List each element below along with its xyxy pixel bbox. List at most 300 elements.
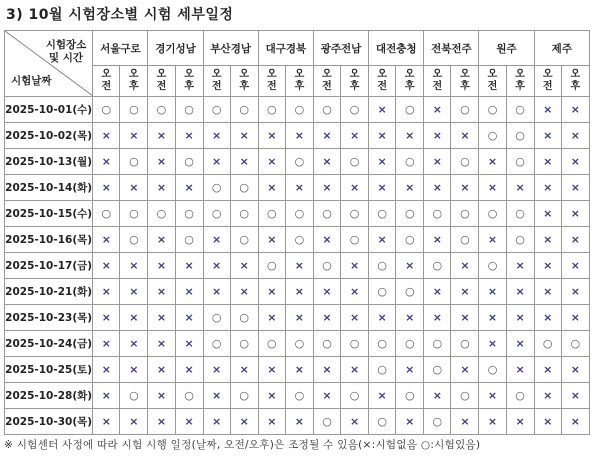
cross-icon: ×: [239, 155, 249, 168]
unavailable-mark: [93, 227, 120, 253]
unavailable-mark: [258, 357, 285, 383]
available-mark: [230, 97, 258, 123]
circle-icon: ○: [211, 103, 222, 116]
circle-icon: ○: [184, 389, 194, 402]
unavailable-mark: [424, 383, 451, 409]
unavailable-mark: [285, 253, 313, 279]
unavailable-mark: [534, 279, 561, 305]
available-mark: [285, 383, 313, 409]
circle-icon: ○: [487, 129, 498, 142]
cross-icon: ×: [101, 389, 111, 402]
cross-icon: ×: [570, 311, 580, 324]
am-label-char1: 오: [542, 69, 553, 80]
pm-label-char1: 오: [184, 69, 194, 80]
available-mark: [120, 201, 148, 227]
date-cell: 2025-10-13(월): [5, 149, 93, 175]
cross-icon: ×: [570, 181, 580, 194]
unavailable-mark: [285, 123, 313, 149]
unavailable-mark: [396, 357, 424, 383]
table-corner-header: [5, 31, 93, 97]
cross-icon: ×: [239, 285, 249, 298]
date-cell: 2025-10-15(수): [5, 201, 93, 227]
available-mark: [258, 201, 285, 227]
cross-icon: ×: [432, 181, 442, 194]
available-mark: [424, 357, 451, 383]
cross-icon: ×: [460, 363, 470, 376]
cross-icon: ×: [543, 311, 553, 324]
unavailable-mark: [534, 97, 561, 123]
cross-icon: ×: [294, 129, 305, 142]
cross-icon: ×: [432, 389, 442, 402]
available-mark: [479, 201, 506, 227]
unavailable-mark: [120, 331, 148, 357]
unavailable-mark: [561, 253, 589, 279]
cross-icon: ×: [543, 233, 553, 246]
am-label-char1: 오: [432, 69, 443, 80]
unavailable-mark: [230, 279, 258, 305]
unavailable-mark: [506, 175, 534, 201]
circle-icon: ○: [404, 103, 415, 116]
available-mark: [175, 227, 203, 253]
unavailable-mark: [369, 175, 396, 201]
cross-icon: ×: [129, 337, 139, 350]
available-mark: [451, 383, 479, 409]
cross-icon: ×: [570, 207, 580, 220]
cross-icon: ×: [460, 415, 470, 428]
unavailable-mark: [451, 175, 479, 201]
pm-label-char1: 오: [349, 69, 360, 80]
cross-icon: ×: [405, 363, 415, 376]
unavailable-mark: [424, 305, 451, 331]
unavailable-mark: [203, 357, 230, 383]
available-mark: [341, 149, 369, 175]
unavailable-mark: [561, 409, 589, 435]
cross-icon: ×: [570, 233, 580, 246]
unavailable-mark: [313, 305, 340, 331]
unavailable-mark: [561, 227, 589, 253]
am-label-char1: 오: [211, 69, 222, 80]
circle-icon: ○: [322, 103, 332, 116]
cross-icon: ×: [432, 129, 442, 142]
available-mark: [396, 383, 424, 409]
region-header: 전북전주: [424, 31, 479, 66]
cross-icon: ×: [377, 155, 387, 168]
table-row: [5, 253, 590, 279]
cross-icon: ×: [184, 363, 194, 376]
circle-icon: ○: [184, 103, 194, 116]
unavailable-mark: [148, 279, 175, 305]
am-label-char1: 오: [101, 69, 112, 80]
circle-icon: ○: [404, 155, 415, 168]
cross-icon: ×: [543, 103, 553, 116]
circle-icon: ○: [211, 311, 222, 324]
cross-icon: ×: [101, 337, 111, 350]
cross-icon: ×: [349, 129, 360, 142]
pm-label-char1: 오: [404, 69, 415, 80]
circle-icon: ○: [515, 207, 525, 220]
available-mark: [396, 331, 424, 357]
available-mark: [479, 357, 506, 383]
unavailable-mark: [451, 253, 479, 279]
region-header: 광주전남: [313, 31, 368, 66]
pm-header: [561, 66, 589, 97]
circle-icon: ○: [404, 389, 415, 402]
cross-icon: ×: [212, 129, 222, 142]
am-label-char1: 오: [266, 69, 277, 80]
cross-icon: ×: [184, 129, 194, 142]
pm-label-char2: 후: [460, 81, 470, 92]
pm-label-char2: 후: [349, 81, 360, 92]
cross-icon: ×: [405, 311, 415, 324]
cross-icon: ×: [129, 259, 139, 272]
unavailable-mark: [175, 175, 203, 201]
circle-icon: ○: [349, 155, 360, 168]
unavailable-mark: [424, 97, 451, 123]
unavailable-mark: [534, 123, 561, 149]
cross-icon: ×: [460, 285, 470, 298]
cross-icon: ×: [460, 181, 470, 194]
available-mark: [313, 201, 340, 227]
circle-icon: ○: [377, 415, 387, 428]
circle-icon: ○: [570, 337, 581, 350]
available-mark: [175, 383, 203, 409]
circle-icon: ○: [129, 155, 139, 168]
unavailable-mark: [285, 357, 313, 383]
circle-icon: ○: [487, 207, 498, 220]
unavailable-mark: [93, 279, 120, 305]
unavailable-mark: [396, 175, 424, 201]
cross-icon: ×: [515, 363, 525, 376]
circle-icon: ○: [460, 337, 470, 350]
unavailable-mark: [93, 383, 120, 409]
available-mark: [479, 123, 506, 149]
unavailable-mark: [93, 123, 120, 149]
pm-label-char1: 오: [239, 69, 250, 80]
circle-icon: ○: [487, 363, 498, 376]
circle-icon: ○: [460, 233, 470, 246]
date-cell: 2025-10-25(토): [5, 357, 93, 383]
unavailable-mark: [313, 279, 340, 305]
pm-header: [120, 66, 148, 97]
cross-icon: ×: [267, 311, 277, 324]
am-header: [424, 66, 451, 97]
unavailable-mark: [479, 149, 506, 175]
unavailable-mark: [341, 175, 369, 201]
cross-icon: ×: [267, 129, 277, 142]
unavailable-mark: [93, 357, 120, 383]
available-mark: [258, 97, 285, 123]
unavailable-mark: [203, 383, 230, 409]
available-mark: [313, 253, 340, 279]
unavailable-mark: [369, 305, 396, 331]
available-mark: [561, 331, 589, 357]
cross-icon: ×: [349, 285, 360, 298]
circle-icon: ○: [377, 363, 387, 376]
unavailable-mark: [175, 357, 203, 383]
unavailable-mark: [148, 331, 175, 357]
cross-icon: ×: [101, 259, 111, 272]
available-mark: [148, 97, 175, 123]
cross-icon: ×: [515, 337, 525, 350]
table-body: [5, 97, 590, 435]
cross-icon: ×: [212, 363, 222, 376]
circle-icon: ○: [129, 103, 139, 116]
region-header: 원주: [479, 31, 534, 66]
cross-icon: ×: [487, 155, 498, 168]
cross-icon: ×: [184, 181, 194, 194]
am-label-char1: 오: [322, 69, 332, 80]
cross-icon: ×: [101, 311, 111, 324]
circle-icon: ○: [294, 337, 305, 350]
table-row: [5, 227, 590, 253]
cross-icon: ×: [267, 389, 277, 402]
circle-icon: ○: [432, 415, 443, 428]
unavailable-mark: [561, 357, 589, 383]
cross-icon: ×: [349, 415, 360, 428]
unavailable-mark: [341, 253, 369, 279]
unavailable-mark: [93, 175, 120, 201]
cross-icon: ×: [294, 311, 305, 324]
available-mark: [285, 227, 313, 253]
am-label-char2: 전: [542, 81, 553, 92]
unavailable-mark: [479, 227, 506, 253]
cross-icon: ×: [515, 285, 525, 298]
circle-icon: ○: [349, 337, 360, 350]
unavailable-mark: [341, 305, 369, 331]
pm-label-char2: 후: [294, 81, 305, 92]
cross-icon: ×: [349, 363, 360, 376]
unavailable-mark: [120, 305, 148, 331]
circle-icon: ○: [542, 337, 553, 350]
unavailable-mark: [534, 357, 561, 383]
cross-icon: ×: [156, 415, 167, 428]
unavailable-mark: [93, 253, 120, 279]
pm-label-char2: 후: [239, 81, 250, 92]
circle-icon: ○: [101, 103, 112, 116]
unavailable-mark: [258, 123, 285, 149]
unavailable-mark: [534, 149, 561, 175]
cross-icon: ×: [156, 259, 167, 272]
cross-icon: ×: [322, 233, 332, 246]
unavailable-mark: [258, 279, 285, 305]
unavailable-mark: [561, 383, 589, 409]
unavailable-mark: [148, 253, 175, 279]
pm-header: [396, 66, 424, 97]
unavailable-mark: [506, 305, 534, 331]
available-mark: [230, 383, 258, 409]
cross-icon: ×: [129, 181, 139, 194]
circle-icon: ○: [487, 259, 498, 272]
unavailable-mark: [341, 279, 369, 305]
available-mark: [534, 331, 561, 357]
cross-icon: ×: [515, 415, 525, 428]
available-mark: [451, 331, 479, 357]
unavailable-mark: [561, 201, 589, 227]
schedule-table: [4, 30, 590, 435]
unavailable-mark: [396, 409, 424, 435]
unavailable-mark: [285, 305, 313, 331]
unavailable-mark: [313, 357, 340, 383]
circle-icon: ○: [267, 337, 277, 350]
date-cell: 2025-10-14(화): [5, 175, 93, 201]
am-label-char2: 전: [377, 81, 387, 92]
pm-label-char1: 오: [515, 69, 525, 80]
table-row: [5, 201, 590, 227]
circle-icon: ○: [432, 363, 443, 376]
unavailable-mark: [175, 331, 203, 357]
cross-icon: ×: [156, 363, 167, 376]
circle-icon: ○: [294, 233, 305, 246]
pm-header: [451, 66, 479, 97]
cross-icon: ×: [156, 129, 167, 142]
unavailable-mark: [230, 123, 258, 149]
unavailable-mark: [534, 253, 561, 279]
date-cell: 2025-10-16(목): [5, 227, 93, 253]
cross-icon: ×: [377, 233, 387, 246]
pm-label-char1: 오: [570, 69, 581, 80]
unavailable-mark: [313, 227, 340, 253]
page-title: 3) 10월 시험장소별 시험 세부일정: [6, 7, 234, 23]
cross-icon: ×: [294, 285, 305, 298]
am-header: [93, 66, 120, 97]
unavailable-mark: [230, 357, 258, 383]
unavailable-mark: [534, 175, 561, 201]
unavailable-mark: [258, 409, 285, 435]
circle-icon: ○: [404, 233, 415, 246]
unavailable-mark: [451, 123, 479, 149]
cross-icon: ×: [322, 311, 332, 324]
unavailable-mark: [451, 279, 479, 305]
available-mark: [175, 149, 203, 175]
unavailable-mark: [479, 175, 506, 201]
cross-icon: ×: [487, 233, 498, 246]
cross-icon: ×: [101, 155, 111, 168]
unavailable-mark: [561, 175, 589, 201]
table-row: [5, 97, 590, 123]
unavailable-mark: [120, 357, 148, 383]
circle-icon: ○: [239, 389, 250, 402]
available-mark: [120, 149, 148, 175]
circle-icon: ○: [515, 129, 525, 142]
available-mark: [341, 201, 369, 227]
circle-icon: ○: [377, 207, 387, 220]
cross-icon: ×: [294, 181, 305, 194]
pm-header: [175, 66, 203, 97]
available-mark: [285, 97, 313, 123]
circle-icon: ○: [515, 233, 525, 246]
unavailable-mark: [313, 149, 340, 175]
available-mark: [313, 409, 340, 435]
available-mark: [396, 149, 424, 175]
cross-icon: ×: [267, 363, 277, 376]
date-cell: 2025-10-30(목): [5, 409, 93, 435]
available-mark: [369, 357, 396, 383]
cross-icon: ×: [570, 259, 580, 272]
circle-icon: ○: [239, 181, 250, 194]
available-mark: [175, 201, 203, 227]
cross-icon: ×: [570, 285, 580, 298]
available-mark: [369, 201, 396, 227]
cross-icon: ×: [184, 415, 194, 428]
cross-icon: ×: [543, 207, 553, 220]
unavailable-mark: [451, 409, 479, 435]
circle-icon: ○: [432, 207, 443, 220]
unavailable-mark: [341, 357, 369, 383]
unavailable-mark: [203, 149, 230, 175]
available-mark: [341, 383, 369, 409]
am-header: [148, 66, 175, 97]
cross-icon: ×: [156, 337, 167, 350]
cross-icon: ×: [129, 415, 139, 428]
available-mark: [451, 97, 479, 123]
available-mark: [506, 97, 534, 123]
circle-icon: ○: [156, 103, 167, 116]
circle-icon: ○: [377, 285, 387, 298]
unavailable-mark: [285, 409, 313, 435]
unavailable-mark: [148, 383, 175, 409]
cross-icon: ×: [432, 233, 442, 246]
cross-icon: ×: [156, 285, 167, 298]
cross-icon: ×: [487, 181, 498, 194]
cross-icon: ×: [377, 129, 387, 142]
circle-icon: ○: [404, 207, 415, 220]
unavailable-mark: [175, 123, 203, 149]
am-label-char1: 오: [487, 69, 498, 80]
pm-header: [285, 66, 313, 97]
available-mark: [203, 175, 230, 201]
unavailable-mark: [258, 383, 285, 409]
circle-icon: ○: [349, 103, 360, 116]
cross-icon: ×: [570, 415, 580, 428]
circle-icon: ○: [267, 207, 277, 220]
cross-icon: ×: [267, 285, 277, 298]
cross-icon: ×: [322, 363, 332, 376]
cross-icon: ×: [184, 259, 194, 272]
available-mark: [424, 331, 451, 357]
available-mark: [396, 279, 424, 305]
schedule-table-container: [4, 30, 590, 435]
table-row: [5, 409, 590, 435]
pm-label-char1: 오: [294, 69, 305, 80]
unavailable-mark: [506, 331, 534, 357]
table-row: [5, 149, 590, 175]
cross-icon: ×: [405, 259, 415, 272]
cross-icon: ×: [322, 285, 332, 298]
available-mark: [230, 201, 258, 227]
circle-icon: ○: [322, 337, 332, 350]
available-mark: [341, 331, 369, 357]
region-header: 서울구로: [93, 31, 148, 66]
cross-icon: ×: [543, 155, 553, 168]
unavailable-mark: [175, 305, 203, 331]
unavailable-mark: [561, 149, 589, 175]
unavailable-mark: [506, 253, 534, 279]
cross-icon: ×: [101, 363, 111, 376]
table-row: [5, 305, 590, 331]
cross-icon: ×: [349, 181, 360, 194]
unavailable-mark: [369, 227, 396, 253]
cross-icon: ×: [239, 259, 249, 272]
unavailable-mark: [561, 123, 589, 149]
unavailable-mark: [148, 227, 175, 253]
table-row: [5, 331, 590, 357]
table-row: [5, 383, 590, 409]
am-label-char2: 전: [101, 81, 112, 92]
unavailable-mark: [313, 175, 340, 201]
circle-icon: ○: [184, 207, 194, 220]
available-mark: [285, 331, 313, 357]
circle-icon: ○: [239, 233, 250, 246]
